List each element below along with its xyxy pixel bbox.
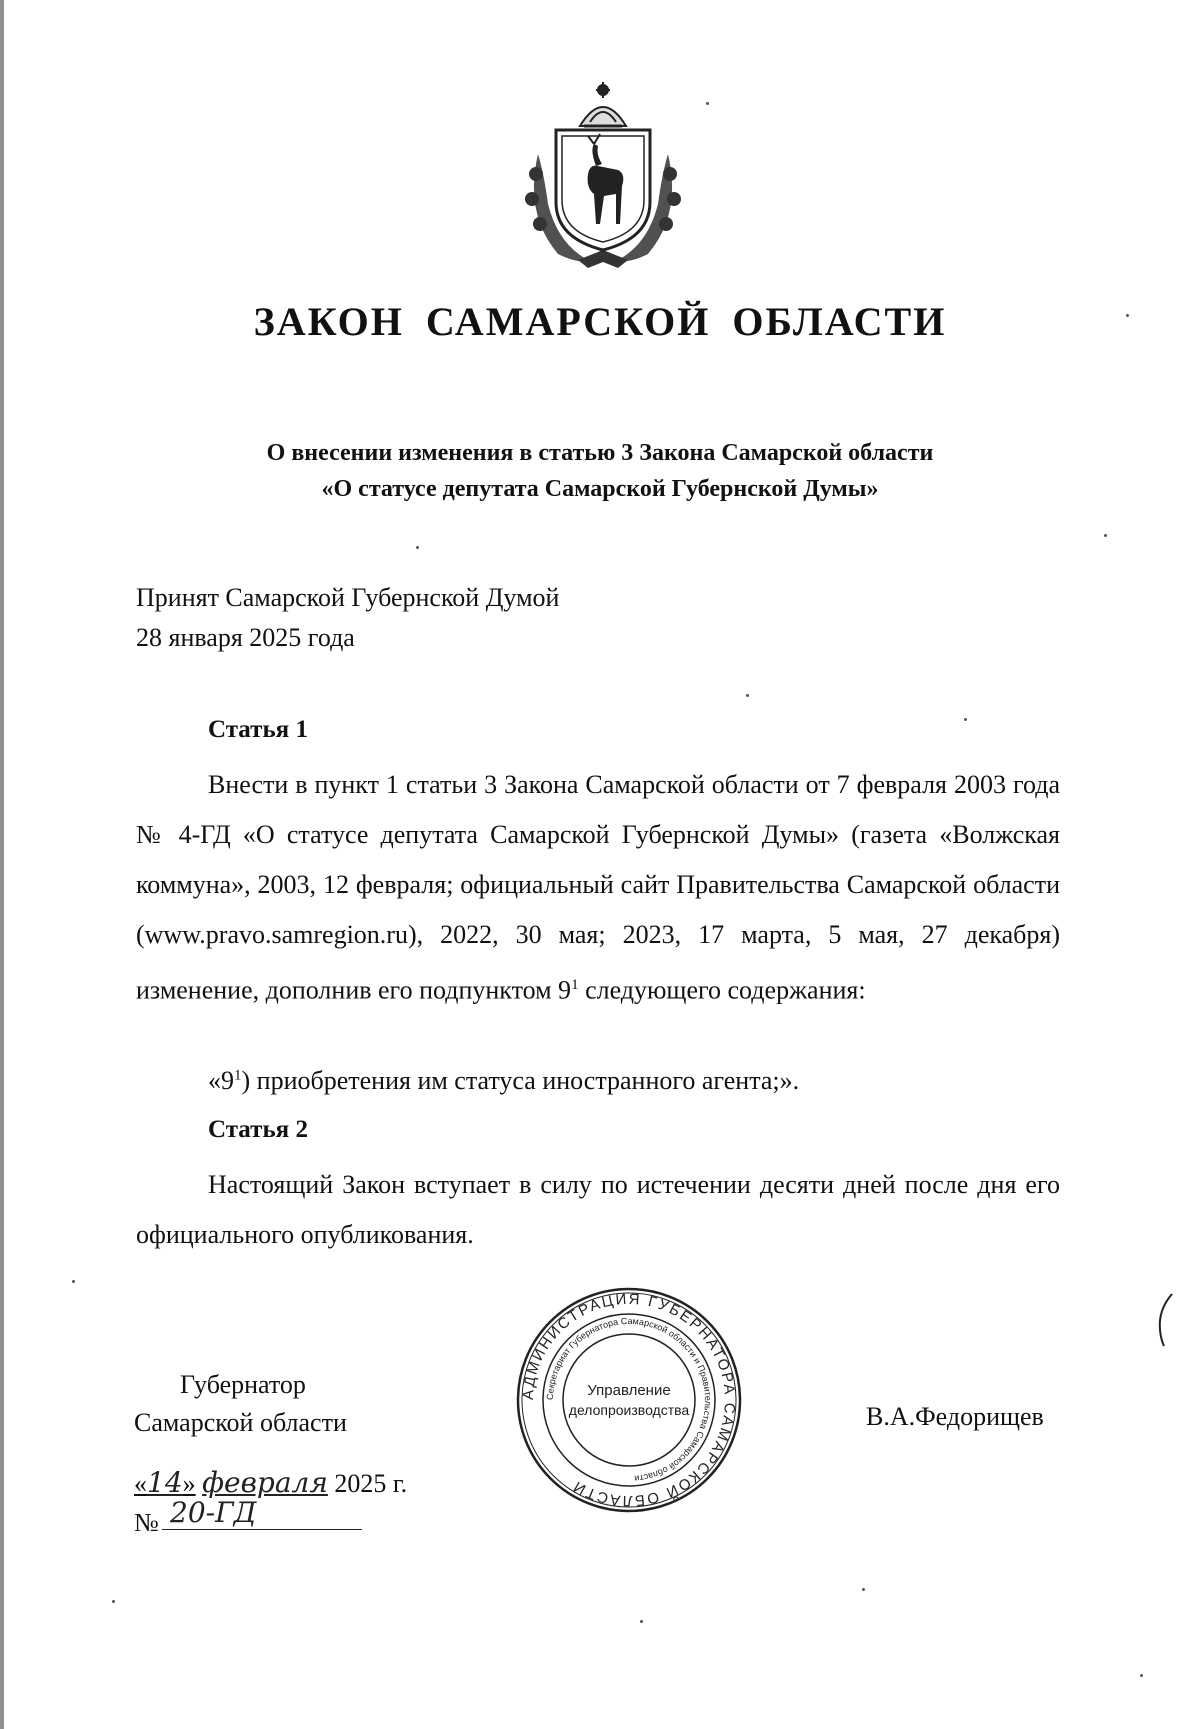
scan-speck	[1126, 314, 1129, 317]
quote-rest: ) приобретения им статуса иностранного агента;».	[241, 1066, 800, 1095]
law-number-prefix: №	[134, 1508, 159, 1537]
signatory-position	[134, 1366, 347, 1442]
date-day: 14	[147, 1466, 183, 1499]
scan-speck	[112, 1600, 115, 1603]
article-1-body-end: следующего содержания:	[578, 975, 866, 1005]
scan-speck	[862, 1588, 865, 1591]
quote-superscript: 1	[234, 1067, 242, 1084]
subtitle-line-2: «О статусе депутата Самарской Губернской Думы»	[321, 476, 879, 502]
date-year: 2025 г.	[334, 1469, 408, 1498]
adoption-date: 28 января 2025 года	[136, 623, 355, 652]
article-1-superscript: 1	[571, 977, 579, 993]
scan-edge	[0, 0, 4, 1729]
scan-speck	[706, 102, 709, 105]
article-2-heading: Статья 2	[208, 1116, 308, 1143]
stamp-center-line-2: делопроизводства	[568, 1402, 690, 1418]
adoption-body: Принят Самарской Губернской Думой	[136, 583, 560, 612]
scan-speck	[72, 1280, 75, 1283]
document-subtitle	[0, 435, 1200, 507]
scan-speck	[416, 546, 419, 549]
subtitle-line-1: О внесении изменения в статью 3 Закона Самарской области	[266, 440, 934, 466]
stamp-center-line-1: Управление	[587, 1382, 671, 1399]
article-1-quote	[208, 1066, 799, 1096]
law-number-underline	[162, 1529, 362, 1530]
scan-speck	[746, 694, 749, 697]
date-close-quote: »	[182, 1469, 196, 1498]
official-stamp	[514, 1285, 744, 1515]
law-number: 20-ГД	[170, 1496, 257, 1529]
article-1-heading: Статья 1	[208, 716, 308, 743]
samara-coat-of-arms-icon	[518, 74, 688, 270]
article-1-text	[136, 760, 1060, 1016]
signing-date	[134, 1466, 407, 1499]
quote-open: «9	[208, 1066, 234, 1095]
signatory-name: В.А.Федорищев	[866, 1402, 1044, 1431]
adoption-note	[136, 578, 559, 658]
article-2-text: Настоящий Закон вступает в силу по истечении десяти дней после дня его официального опубликования.	[136, 1170, 1060, 1249]
scan-speck	[640, 1620, 643, 1623]
position-line-1: Губернатор	[180, 1370, 306, 1399]
stamp-outer-text: АДМИНИСТРАЦИЯ ГУБЕРНАТОРА САМАРСКОЙ ОБЛАСТИ	[519, 1290, 739, 1510]
stamp-inner-text: Секретариат Губернатора Самарской области и Правительства Самарской области	[544, 1315, 714, 1484]
scan-speck	[964, 718, 967, 721]
document-title: ЗАКОН САМАРСКОЙ ОБЛАСТИ	[253, 299, 947, 344]
scan-speck	[1140, 1674, 1143, 1677]
scan-speck	[1104, 534, 1107, 537]
svg-text:Секретариат Губернатора Самарс	[545, 1316, 713, 1484]
position-line-2: Самарской области	[134, 1408, 347, 1437]
date-open-quote: «	[134, 1469, 147, 1498]
date-month: февраля	[202, 1466, 328, 1499]
margin-pen-mark	[1150, 1290, 1180, 1350]
article-1-body: Внести в пункт 1 статьи 3 Закона Самарской области от 7 февраля 2003 года № 4-ГД «О статусе депутата Самарской Губернской Думы» (газета «Волжская коммуна», 2003, 12 февраля; официальный сайт Правительства Самарской области (www.pravo.samregion.ru), 2022, 30 мая; 2023, 17 марта, 5 мая, 27 декабря) изменение, дополнив его подпунктом 9	[136, 770, 1060, 1005]
